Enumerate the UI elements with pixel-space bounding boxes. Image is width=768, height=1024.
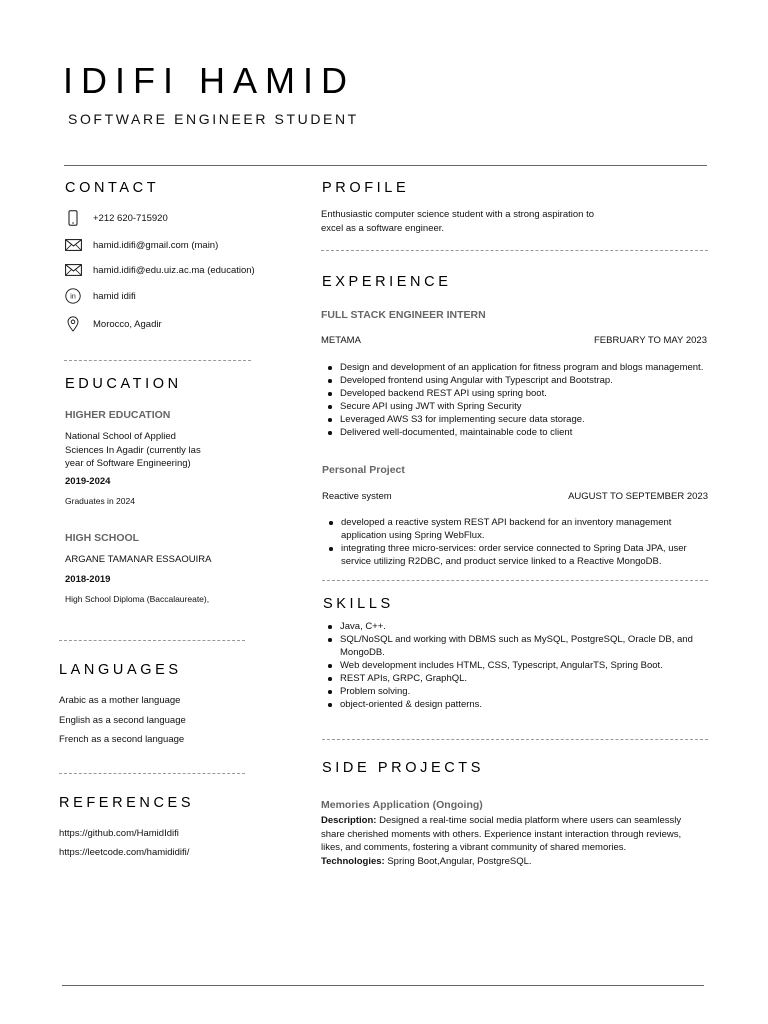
profile-heading: PROFILE <box>322 180 410 196</box>
list-item: Web development includes HTML, CSS, Typescript, AngularTS, Spring Boot. <box>322 659 712 672</box>
high-school-name: ARGANE TAMANAR ESSAOUIRA <box>65 554 212 565</box>
higher-education-years: 2019-2024 <box>65 476 111 487</box>
higher-education-label: HIGHER EDUCATION <box>65 409 171 421</box>
technologies-label: Technologies: <box>321 855 385 867</box>
resume-name: IDIFI HAMID <box>63 60 355 101</box>
reference-link-github[interactable]: https://github.com/HamidIdifi <box>59 828 179 839</box>
list-item: Secure API using JWT with Spring Security <box>322 400 707 413</box>
email-edu-text[interactable]: hamid.idifi@edu.uiz.ac.ma (education) <box>93 264 255 276</box>
contact-email-edu[interactable] <box>64 262 255 278</box>
envelope-icon <box>64 262 82 278</box>
location-text: Morocco, Agadir <box>93 318 162 330</box>
school-line: National School of Applied <box>65 431 176 442</box>
linkedin-icon <box>64 288 82 304</box>
project-bullets <box>323 516 713 568</box>
description-text: share cherished moments with others. Experience instant interaction through reviews, <box>321 828 682 840</box>
resume-title: SOFTWARE ENGINEER STUDENT <box>68 111 359 127</box>
divider <box>321 250 708 251</box>
envelope-icon <box>64 237 82 253</box>
profile-summary <box>321 208 594 235</box>
email-main-text[interactable]: hamid.idifi@gmail.com (main) <box>93 239 219 251</box>
list-item: REST APIs, GRPC, GraphQL. <box>322 672 712 685</box>
technologies-text: Spring Boot,Angular, PostgreSQL. <box>384 855 532 867</box>
list-item: Developed backend REST API using spring boot. <box>322 387 707 400</box>
high-school-years: 2018-2019 <box>65 574 111 585</box>
list-item: Problem solving. <box>322 685 712 698</box>
side-project-details <box>321 814 721 868</box>
higher-education-school <box>65 430 201 471</box>
contact-email-main[interactable] <box>64 237 218 253</box>
skills-list <box>322 620 712 711</box>
divider <box>322 580 708 581</box>
reference-link-leetcode[interactable]: https://leetcode.com/hamididifi/ <box>59 847 190 858</box>
job-meta <box>321 335 707 346</box>
job-company: METAMA <box>321 335 361 346</box>
contact-phone <box>64 210 168 226</box>
description-text: likes, and comments, fostering a vibrant community of shared memories. <box>321 842 627 853</box>
project-company: Reactive system <box>322 491 392 502</box>
header-divider <box>64 165 707 166</box>
references-heading: REFERENCES <box>59 795 195 811</box>
side-project-title: Memories Application (Ongoing) <box>321 799 483 811</box>
skills-heading: SKILLS <box>323 596 394 612</box>
description-label: Description: <box>321 815 377 826</box>
divider <box>59 773 245 774</box>
side-project-description <box>321 814 721 828</box>
side-project-technologies <box>321 855 721 869</box>
higher-education-note: Graduates in 2024 <box>65 496 135 506</box>
job-bullets <box>322 361 707 439</box>
language-item: French as a second language <box>59 734 185 745</box>
list-item: SQL/NoSQL and working with DBMS such as MySQL, PostgreSQL, Oracle DB, and MongoDB. <box>322 633 712 659</box>
profile-line: Enthusiastic computer science student with a strong aspiration to <box>321 209 595 220</box>
side-projects-heading: SIDE PROJECTS <box>322 760 485 776</box>
education-heading: EDUCATION <box>65 376 182 392</box>
list-item: object-oriented & design patterns. <box>322 698 712 711</box>
project-role: Personal Project <box>322 464 405 476</box>
job-role: FULL STACK ENGINEER INTERN <box>321 309 486 321</box>
linkedin-text[interactable]: hamid idifi <box>93 290 136 302</box>
description-text: Designed a real-time social media platform where users can seamlessly <box>376 815 682 826</box>
list-item: Design and development of an application for fitness program and blogs management. <box>322 361 707 374</box>
profile-line: excel as a software engineer. <box>321 222 445 234</box>
languages-heading: LANGUAGES <box>59 662 182 678</box>
high-school-note: High School Diploma (Baccalaureate), <box>65 594 210 604</box>
language-item: English as a second language <box>59 715 186 726</box>
phone-text: +212 620-715920 <box>93 212 168 224</box>
list-item: integrating three micro-services: order service connected to Spring Data JPA, user service utilizing R2DBC, and product service linked to a Reactive MongoDB. <box>323 542 713 568</box>
project-meta <box>322 491 708 502</box>
school-line: Sciences In Agadir (currently las <box>65 444 201 456</box>
list-item: Java, C++. <box>322 620 712 633</box>
list-item: developed a reactive system REST API backend for an inventory management application using Spring WebFlux. <box>323 516 713 542</box>
language-item: Arabic as a mother language <box>59 695 181 706</box>
list-item: Developed frontend using Angular with Typescript and Bootstrap. <box>322 374 707 387</box>
phone-icon <box>64 210 82 226</box>
divider <box>64 360 251 361</box>
list-item: Leveraged AWS S3 for implementing secure data storage. <box>322 413 707 426</box>
experience-heading: EXPERIENCE <box>322 274 452 290</box>
divider <box>59 640 245 641</box>
location-pin-icon <box>64 316 82 332</box>
contact-location <box>64 316 162 332</box>
svg-text:in: in <box>70 293 76 301</box>
contact-linkedin[interactable] <box>64 288 136 304</box>
school-line: year of Software Engineering) <box>65 458 191 469</box>
high-school-label: HIGH SCHOOL <box>65 532 140 544</box>
contact-heading: CONTACT <box>65 180 160 196</box>
list-item: Delivered well-documented, maintainable code to client <box>322 426 707 439</box>
footer-divider <box>62 985 704 986</box>
job-dates: FEBRUARY TO MAY 2023 <box>594 335 707 346</box>
divider <box>322 739 708 740</box>
project-dates: AUGUST TO SEPTEMBER 2023 <box>568 491 708 502</box>
